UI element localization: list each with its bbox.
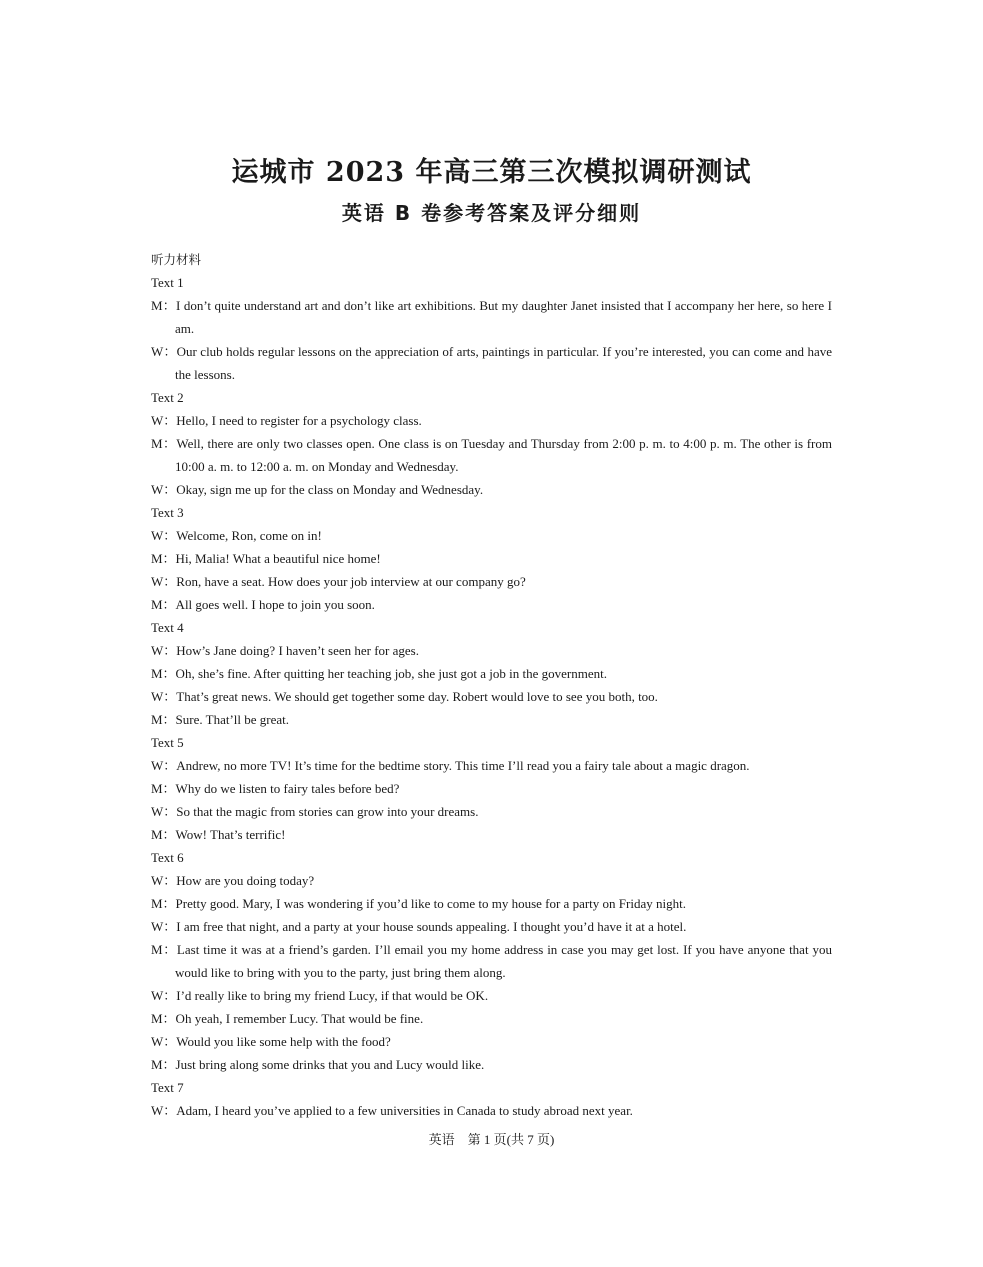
- text-block-7: [151, 1076, 832, 1122]
- dialogue-line: W：So that the magic from stories can grow into your dreams.: [151, 804, 479, 819]
- section-heading: 听力材料: [151, 252, 202, 267]
- document-title: 运城市 2023 年高三第三次模拟调研测试: [231, 157, 752, 188]
- text-label: Text 7: [151, 1080, 184, 1095]
- dialogue-line: W：I am free that night, and a party at your house sounds appealing. I thought you’d have it at a hotel.: [151, 919, 687, 934]
- dialogue-line: M：All goes well. I hope to join you soon.: [151, 597, 375, 612]
- dialogue-line: M：Wow! That’s terrific!: [151, 827, 286, 842]
- text-label: Text 5: [151, 735, 184, 750]
- text-block-5: [151, 731, 832, 846]
- text-block-6: [151, 846, 832, 1076]
- text-block-3: [151, 501, 832, 616]
- page-footer: 英语 第 1 页(共 7 页): [428, 1132, 555, 1147]
- dialogue-line: W：Welcome, Ron, come on in!: [151, 528, 322, 543]
- dialogue-line: M：Well, there are only two classes open. One class is on Tuesday and Thursday from 2:00 p. m. to 4:00 p. m. The other is from 10:00 a. m. to 12:00 a. m. on Monday and Wednesday.: [151, 436, 832, 474]
- text-label: Text 1: [151, 275, 184, 290]
- dialogue-line: W：Hello, I need to register for a psychology class.: [151, 413, 422, 428]
- dialogue-line: M：Hi, Malia! What a beautiful nice home!: [151, 551, 381, 566]
- dialogue-line: W：Andrew, no more TV! It’s time for the bedtime story. This time I’ll read you a fairy tale about a magic dragon.: [151, 758, 750, 773]
- text-label: Text 6: [151, 850, 184, 865]
- dialogue-line: M：Why do we listen to fairy tales before bed?: [151, 781, 400, 796]
- dialogue-line: W：Ron, have a seat. How does your job interview at our company go?: [151, 574, 526, 589]
- text-label: Text 2: [151, 390, 184, 405]
- dialogue-line: M：Sure. That’ll be great.: [151, 712, 290, 727]
- text-block-1: [151, 271, 832, 386]
- dialogue-line: W：Would you like some help with the food?: [151, 1034, 391, 1049]
- dialogue-line: M：Oh, she’s fine. After quitting her teaching job, she just got a job in the government.: [151, 666, 608, 681]
- text-label: Text 3: [151, 505, 184, 520]
- dialogue-line: W：Our club holds regular lessons on the appreciation of arts, paintings in particular. If you’re interested, you can come and have the lessons.: [151, 344, 832, 382]
- text-block-4: [151, 616, 832, 731]
- text-block-2: [151, 386, 832, 501]
- dialogue-line: W：How’s Jane doing? I haven’t seen her for ages.: [151, 643, 419, 658]
- dialogue-line: W：That’s great news. We should get together some day. Robert would love to see you both, too.: [151, 689, 658, 704]
- dialogue-line: W：Adam, I heard you’ve applied to a few universities in Canada to study abroad next year.: [151, 1103, 633, 1118]
- dialogue-line: W：Okay, sign me up for the class on Monday and Wednesday.: [151, 482, 484, 497]
- dialogue-line: M：I don’t quite understand art and don’t like art exhibitions. But my daughter Janet insisted that I accompany her here, so here I am.: [151, 298, 832, 336]
- dialogue-line: M：Just bring along some drinks that you and Lucy would like.: [151, 1057, 485, 1072]
- dialogue-line: M：Oh yeah, I remember Lucy. That would be fine.: [151, 1011, 424, 1026]
- document-subtitle: 英语 B 卷参考答案及评分细则: [341, 201, 642, 225]
- dialogue-line: W：I’d really like to bring my friend Lucy, if that would be OK.: [151, 988, 489, 1003]
- dialogue-line: M：Pretty good. Mary, I was wondering if you’d like to come to my house for a party on Friday night.: [151, 896, 686, 911]
- dialogue-line: W：How are you doing today?: [151, 873, 315, 888]
- text-label: Text 4: [151, 620, 184, 635]
- dialogue-line: M：Last time it was at a friend’s garden. I’ll email you my home address in case you may get lost. If you have anyone that you would like to bring with you to the party, just bring them along.: [151, 942, 832, 980]
- listening-materials: [151, 248, 832, 1122]
